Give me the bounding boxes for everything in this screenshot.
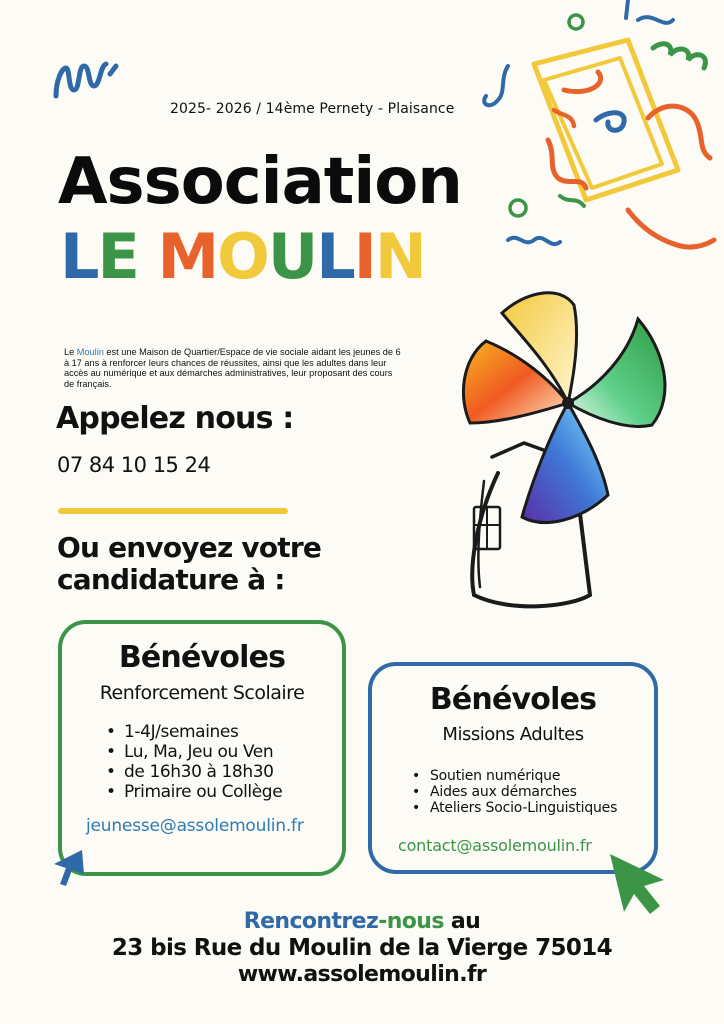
footer-invite-part2: nous [386, 909, 444, 934]
adults-email-link[interactable]: contact@assolemoulin.fr [398, 836, 592, 855]
squiggle-decoration-topleft [52, 60, 122, 100]
footer-invite-dash: - [378, 909, 387, 934]
list-item: • Soutien numérique [410, 768, 617, 784]
subtitle-letter: M [157, 220, 218, 293]
footer-address: 23 bis Rue du Moulin de la Vierge 75014 [111, 935, 613, 961]
page-subtitle-le-moulin [60, 220, 425, 293]
card-title: Bénévoles [429, 682, 597, 717]
list-item: • Primaire ou Collège [104, 782, 282, 802]
card-subtitle: Missions Adultes [442, 724, 584, 745]
list-item: • Ateliers Socio-Linguistiques [410, 800, 617, 816]
footer-invite-part3: au [443, 909, 481, 934]
subtitle-letter: L [316, 220, 354, 293]
volunteer-card-adults [368, 662, 658, 874]
phone-number[interactable]: 07 84 10 15 24 [57, 453, 211, 477]
card-title: Bénévoles [118, 640, 286, 675]
card-item-list [410, 768, 617, 816]
list-item: • de 16h30 à 18h30 [104, 762, 282, 782]
subtitle-letter: I [353, 220, 375, 293]
card-subtitle: Renforcement Scolaire [99, 682, 305, 704]
intro-text: est une Maison de Quartier/Espace de vie sociale aidant les jeunes de 6 à 17 ans à renforcer leurs chances de réussites, ainsi que les adultes dans leur accès au numérique et aux démarches administratives, leur proposant des cours de français. [64, 347, 401, 389]
subtitle-letter: L [60, 220, 98, 293]
apply-heading-line2: candidature à : [57, 563, 285, 596]
cursor-arrow-icon-blue [52, 848, 88, 888]
cursor-arrow-icon-green [606, 850, 668, 916]
footer-invite [0, 909, 724, 934]
card-item-list [104, 722, 282, 802]
doodle-decoration-topright [478, 0, 724, 270]
volunteer-card-school [58, 620, 346, 876]
list-item: • 1-4J/semaines [104, 722, 282, 742]
apply-heading-line1: Ou envoyez votre [57, 531, 322, 564]
footer-invite-part1: Rencontrez [243, 909, 379, 934]
youth-email-link[interactable]: jeunesse@assolemoulin.fr [86, 816, 304, 836]
subtitle-letter: U [267, 220, 317, 293]
intro-prefix: Le [64, 347, 77, 357]
subtitle-letter: N [374, 220, 425, 293]
intro-paragraph [64, 347, 404, 389]
call-heading: Appelez nous : [56, 401, 294, 436]
page-title: Association [58, 145, 462, 219]
subtitle-letter: O [217, 220, 268, 293]
year-location-label: 2025- 2026 / 14ème Pernety - Plaisance [170, 101, 455, 117]
subtitle-letter [138, 226, 158, 288]
windmill-illustration [440, 285, 680, 615]
list-item: • Lu, Ma, Jeu ou Ven [104, 742, 282, 762]
footer-website-link[interactable]: www.assolemoulin.fr [237, 962, 487, 987]
list-item: • Aides aux démarches [410, 784, 617, 800]
subtitle-letter: E [97, 220, 138, 293]
intro-highlight-moulin: Moulin [76, 347, 104, 357]
yellow-divider [58, 508, 288, 514]
apply-heading [57, 532, 321, 596]
